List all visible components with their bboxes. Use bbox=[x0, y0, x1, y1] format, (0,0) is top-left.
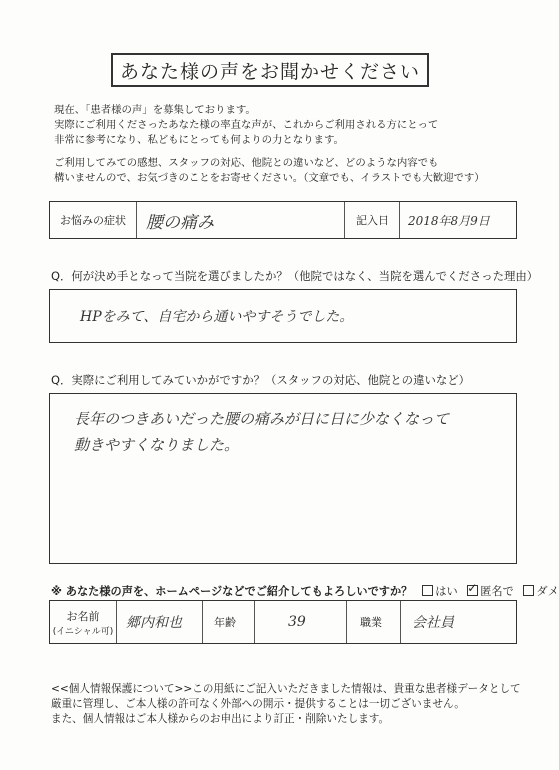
answer-1-text: HPをみて、自宅から通いやすそうでした。 bbox=[80, 309, 354, 325]
consent-yes-checkbox[interactable] bbox=[422, 585, 433, 596]
page-title: あなた様の声をお聞かせください bbox=[111, 53, 429, 87]
consent-initial-checkbox[interactable] bbox=[467, 585, 478, 596]
answer-2-line-1: 長年のつきあいだった腰の痛みが日に日に少なくなって bbox=[74, 410, 450, 428]
answer-1-box bbox=[49, 289, 517, 343]
age-value: 39 bbox=[288, 614, 306, 630]
symptom-value: 腰の痛み bbox=[146, 212, 214, 233]
job-label: 職業 bbox=[360, 616, 382, 629]
answer-2-box bbox=[49, 393, 517, 564]
name-label-cell bbox=[50, 601, 116, 643]
profile-row bbox=[49, 600, 517, 644]
consent-question: ※ あなた様の声を、ホームページなどでご紹介してもよろしいですか？ bbox=[51, 585, 413, 598]
intro-line-1: 現在、「患者様の声」を募集しております。 bbox=[54, 104, 256, 116]
intro-line-3: 非常に参考になり、私どもにとっても何よりの力となります。 bbox=[54, 134, 344, 146]
answer-2-line-2: 動きやすくなりました。 bbox=[74, 436, 240, 454]
privacy-line-2: 厳重に管理し、ご本人様の許可なく外部への開示・提供することは一切ございません。 bbox=[51, 698, 465, 710]
consent-initial-label: 匿名で bbox=[480, 585, 514, 598]
consent-no-label: ダメ bbox=[536, 585, 559, 598]
age-label: 年齢 bbox=[214, 616, 236, 629]
intro-line-5: 構いませんので、お気づきのことをお寄せください。（文章でも、イラストでも大歓迎です） bbox=[54, 172, 485, 184]
name-sub-label: (イニシャル可) bbox=[52, 626, 114, 637]
consent-row bbox=[51, 583, 559, 599]
date-value: 2018年8月9日 bbox=[408, 213, 490, 228]
privacy-line-1: <<個人情報保護について>>この用紙にご記入いただきました情報は、貴重な患者様データとして bbox=[51, 683, 521, 695]
consent-yes-label: はい bbox=[435, 585, 458, 598]
date-label: 記入日 bbox=[356, 214, 389, 227]
intro-line-4: ご利用してみての感想、スタッフの対応、他院との違いなど、どのような内容でも bbox=[54, 157, 439, 169]
symptom-row bbox=[49, 201, 517, 239]
job-value: 会社員 bbox=[412, 615, 454, 631]
intro-line-2: 実際にご利用くださったあなた様の率直な声が、これからご利用される方にとって bbox=[54, 119, 439, 131]
question-1: Q．何が決め手となって当院を選びましたか？（他院ではなく、当院を選んでくださった理由） bbox=[51, 269, 539, 283]
name-value: 郷内和也 bbox=[126, 615, 182, 631]
privacy-note bbox=[51, 682, 521, 727]
symptom-label: お悩みの症状 bbox=[60, 214, 126, 227]
consent-no-checkbox[interactable] bbox=[523, 585, 534, 596]
question-2: Q．実際にご利用してみていかがですか？（スタッフの対応、他院との違いなど） bbox=[51, 373, 471, 387]
privacy-line-3: また、個人情報はご本人様からのお申出により訂正・削除いたします。 bbox=[51, 713, 390, 725]
name-label: お名前 bbox=[66, 609, 100, 623]
